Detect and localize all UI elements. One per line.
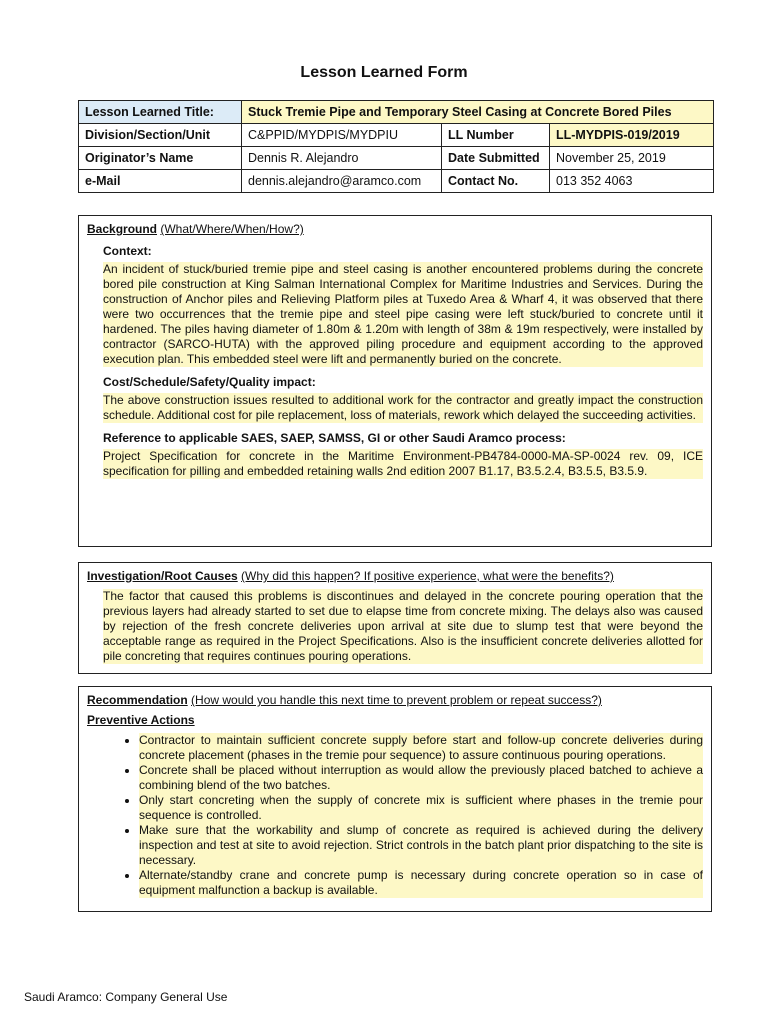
background-heading: Background [87,222,158,236]
list-item: • Concrete shall be placed without interruption as would allow the previously placed batched to achieve a combining blend of the two batches. [139,763,703,793]
impact-text: The above construction issues resulted to additional work for the contractor and greatly impact the construction schedule. Additional cost for pile replacement, loss of materials, rework which delayed the succeeding activities. [103,393,703,422]
impact-label: Cost/Schedule/Safety/Quality impact: [103,375,316,389]
recommendation-heading: Recommendation [87,693,188,707]
context-text: An incident of stuck/buried tremie pipe and steel casing is another encountered problems during the concrete bored pile construction at King Salman International Complex for Maritime Industries and Services. During the construction of Anchor piles and Relieving Platform piles at Tuxedo Area & Wharf 4, it was observed that there were two occurrences that the tremie pipe and steel pipe casing were left stuck/buried to concrete until it hardened. The piles having diameter of 1.80m & 1.20m with length of 38m & 19m respectively, were installed by contractor (SARCO-HUTA) with the approved piling procedure and equipment according to the approved execution plan. This embedded steel were lift and permanently buried on the concrete. [103,262,703,366]
background-heading-row [87,222,703,236]
footer-classification: Saudi Aramco: Company General Use [24,990,228,1004]
date-value: November 25, 2019 [550,147,714,170]
originator-label: Originator’s Name [79,147,242,170]
preventive-actions-label: Preventive Actions [87,713,195,727]
ll-number-label: LL Number [442,124,550,147]
investigation-text: The factor that caused this problems is discontinues and delayed in the concrete pouring operation that the previous layers had already started to set due to elapse time from concrete mixing. The delays also was caused by rejection of the fresh concrete deliveries upon arrival at site due to slump test that were beyond the acceptable range as required in the Project Specifications. Also is the insufficient concrete deliveries allotted for pile concreting that requires continues pouring operations. [103,589,703,663]
originator-value: Dennis R. Alejandro [242,147,442,170]
investigation-heading-row [87,569,703,583]
title-value: Stuck Tremie Pipe and Temporary Steel Casing at Concrete Bored Piles [242,101,714,124]
recommendation-heading-note: (How would you handle this next time to prevent problem or repeat success?) [191,693,602,707]
context-label: Context: [103,244,152,258]
list-item: • Make sure that the workability and slump of concrete as required is achieved during the delivery inspection and test at site to avoid rejection. Strict controls in the batch plant prior dispatching to the site is necessary. [139,823,703,868]
ll-number-value: LL-MYDPIS-019/2019 [550,124,714,147]
email-label: e-Mail [79,170,242,193]
background-section [78,215,712,547]
recommendation-heading-row [87,693,703,707]
background-heading-note: (What/Where/When/How?) [160,222,304,236]
investigation-heading-note: (Why did this happen? If positive experience, what were the benefits?) [241,569,614,583]
division-value: C&PPID/MYDPIS/MYDPIU [242,124,442,147]
email-value: dennis.alejandro@aramco.com [242,170,442,193]
contact-value: 013 352 4063 [550,170,714,193]
list-item: • Contractor to maintain sufficient concrete supply before start and follow-up concrete deliveries during concrete placement (phases in the tremie pour sequence) to assure continuous pouring operations. [139,733,703,763]
list-item: • Alternate/standby crane and concrete pump is necessary during concrete operation so in case of equipment malfunction a backup is available. [139,868,703,898]
reference-label: Reference to applicable SAES, SAEP, SAMSS, GI or other Saudi Aramco process: [103,431,566,445]
header-table [78,100,714,193]
title-label: Lesson Learned Title: [79,101,242,124]
reference-text: Project Specification for concrete in the Maritime Environment-PB4784-0000-MA-SP-0024 rev. 09, ICE specification for pilling and embedded retaining walls 2nd edition 2007 B1.17, B3.5.2.4, B3.5.5, B3.5.9. [103,449,703,478]
division-label: Division/Section/Unit [79,124,242,147]
investigation-section [78,562,712,674]
preventive-actions-list [87,733,703,898]
date-label: Date Submitted [442,147,550,170]
investigation-heading: Investigation/Root Causes [87,569,238,583]
list-item: • Only start concreting when the supply of concrete mix is sufficient where phases in the tremie pour sequence is controlled. [139,793,703,823]
recommendation-section [78,686,712,912]
contact-label: Contact No. [442,170,550,193]
form-title: Lesson Learned Form [300,64,468,81]
